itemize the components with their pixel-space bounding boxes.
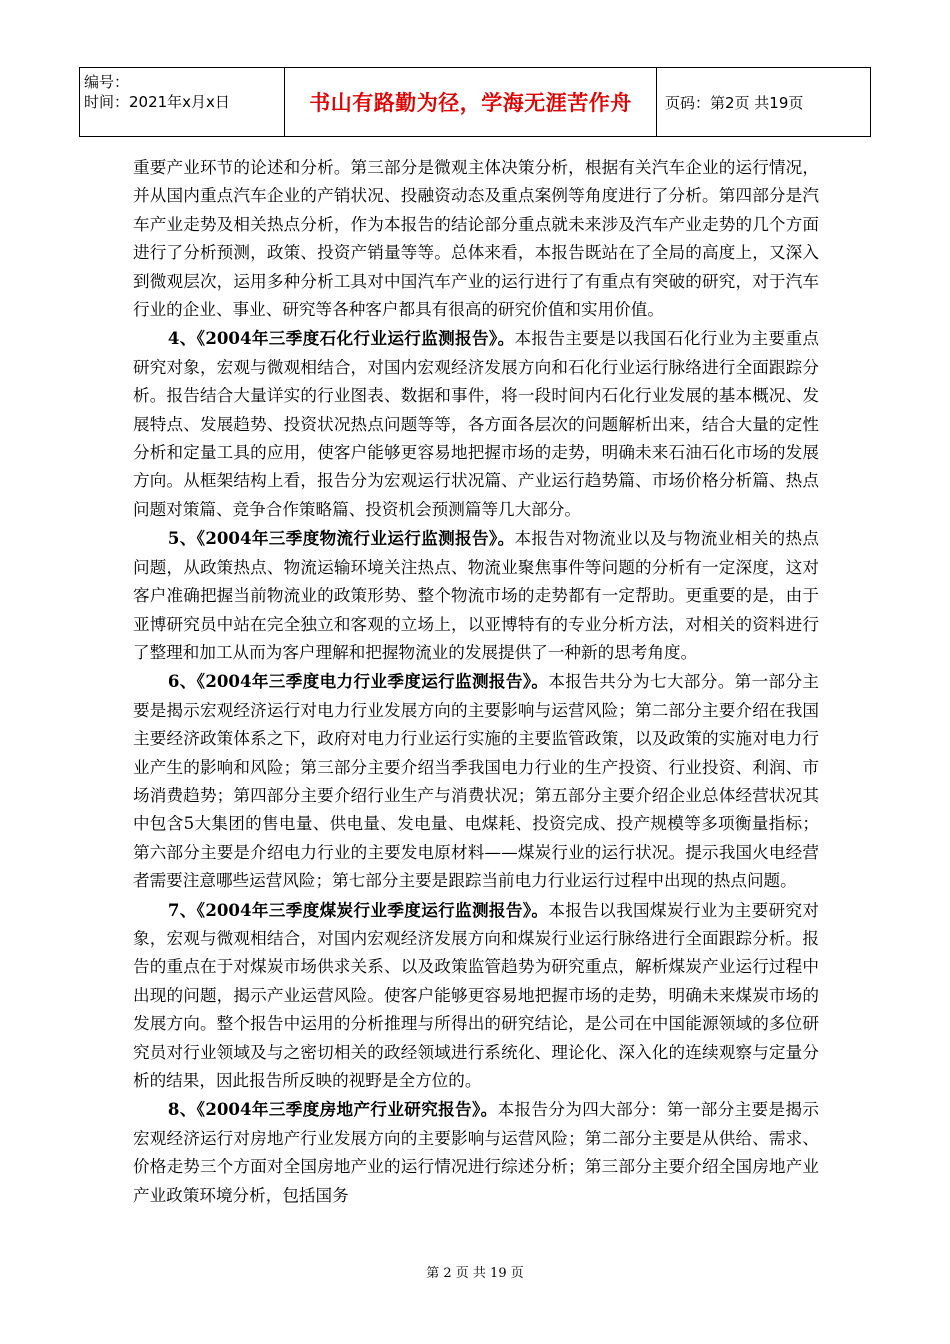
paragraph-1 (133, 153, 819, 324)
paragraph-title: 6、《2004年三季度电力行业季度运行监测报告》。 (167, 671, 549, 692)
paragraph-title: 5、《2004年三季度物流行业运行监测报告》。 (167, 528, 515, 549)
header-meta-cell (80, 68, 285, 136)
paragraph-4 (133, 667, 819, 895)
paragraph-title: 4、《2004年三季度石化行业运行监测报告》。 (167, 328, 515, 349)
paragraph-title: 8、《2004年三季度房地产行业研究报告》。 (167, 1099, 498, 1120)
paragraph-6 (133, 1095, 819, 1210)
header-table (79, 67, 871, 137)
paragraph-title: 7、《2004年三季度煤炭行业季度运行监测报告》。 (167, 899, 549, 920)
paragraph-2 (133, 324, 819, 524)
page-footer: 第 2 页 共 19 页 (426, 1266, 524, 1281)
paragraph-text: 本报告共分为七大部分。第一部分主要是揭示宏观经济运行对电力行业发展方向的主要影响与运营风险；第二部分主要介绍在我国主要经济政策体系之下，政府对电力行业运行实施的主要监管政策，以及政策的实施对电力行业产生的影响和风险；第三部分主要介绍当季我国电力行业的生产投资、行业投资、利润、市场消费趋势；第四部分主要介绍行业生产与消费状况；第五部分主要介绍企业总体经营状况其中包含5大集团的售电量、供电量、发电量、电煤耗、投资完成、投产规模等多项衡量指标；第六部分主要是介绍电力行业的主要发电原材料——煤炭行业的运行状况。提示我国火电经营者需要注意哪些运营风险；第七部分主要是跟踪当前电力行业运行过程中出现的热点问题。 (133, 672, 819, 891)
paragraph-text: 本报告对物流业以及与物流业相关的热点问题，从政策热点、物流运输环境关注热点、物流业聚焦事件等问题的分析有一定深度，这对客户准确把握当前物流业的政策形势、整个物流市场的走势都有一定帮助。更重要的是，由于亚博研究员中站在完全独立和客观的立场上，以亚博特有的专业分析方法，对相关的资料进行了整理和加工从而为客户理解和把握物流业的发展提供了一种新的思考角度。 (133, 529, 819, 662)
document-code-label: 编号： (84, 73, 130, 91)
paragraph-3 (133, 524, 819, 667)
paragraph-text: 本报告主要是以我国石化行业为主要重点研究对象，宏观与微观相结合，对国内宏观经济发展方向和石化行业运行脉络进行全面跟踪分析。报告结合大量详实的行业图表、数据和事件，将一段时间内石化行业发展的基本概况、发展特点、发展趋势、投资状况热点问题等等，各方面各层次的问题解析出来，结合大量的定性分析和定量工具的应用，使客户能够更容易地把握市场的走势，明确未来石油石化市场的发展方向。从框架结构上看，报告分为宏观运行状况篇、产业运行趋势篇、市场价格分析篇、热点问题对策篇、竞争合作策略篇、投资机会预测篇等几大部分。 (133, 329, 819, 519)
document-date-label: 时间：2021年x月x日 (84, 93, 230, 111)
paragraph-text: 本报告以我国煤炭行业为主要研究对象，宏观与微观相结合，对国内宏观经济发展方向和煤炭行业运行脉络进行全面跟踪分析。报告的重点在于对煤炭市场供求关系、以及政策监管趋势为研究重点，解析煤炭产业运行过程中出现的问题，揭示产业运营风险。使客户能够更容易地把握市场的走势，明确未来煤炭市场的发展方向。整个报告中运用的分析推理与所得出的研究结论，是公司在中国能源领域的多位研究员对行业领域及与之密切相关的政经领域进行系统化、理论化、深入化的连续观察与定量分析的结果，因此报告所反映的视野是全方位的。 (133, 900, 819, 1090)
header-page-cell (657, 68, 870, 136)
header-motto-cell (285, 68, 657, 136)
header-page-label: 页码：第2页 共19页 (665, 93, 804, 112)
document-body (133, 153, 819, 1210)
paragraph-5 (133, 896, 819, 1096)
paragraph-text: 本报告分为四大部分：第一部分主要是揭示宏观经济运行对房地产行业发展方向的主要影响与运营风险；第二部分主要是从供给、需求、价格走势三个方面对全国房地产业的运行情况进行综述分析；第三部分主要介绍全国房地产业产业政策环境分析，包括国务 (133, 1100, 820, 1205)
header-motto: 书山有路勤为径，学海无涯苦作舟 (309, 91, 632, 115)
paragraph-text: 重要产业环节的论述和分析。第三部分是微观主体决策分析，根据有关汽车企业的运行情况，并从国内重点汽车企业的产销状况、投融资动态及重点案例等角度进行了分析。第四部分是汽车产业走势及相关热点分析，作为本报告的结论部分重点就未来涉及汽车产业走势的几个方面进行了分析预测，政策、投资产销量等等。总体来看，本报告既站在了全局的高度上，又深入到微观层次，运用多种分析工具对中国汽车产业的运行进行了有重点有突破的研究，对于汽车行业的企业、事业、研究等各种客户都具有很高的研究价值和实用价值。 (133, 158, 819, 320)
